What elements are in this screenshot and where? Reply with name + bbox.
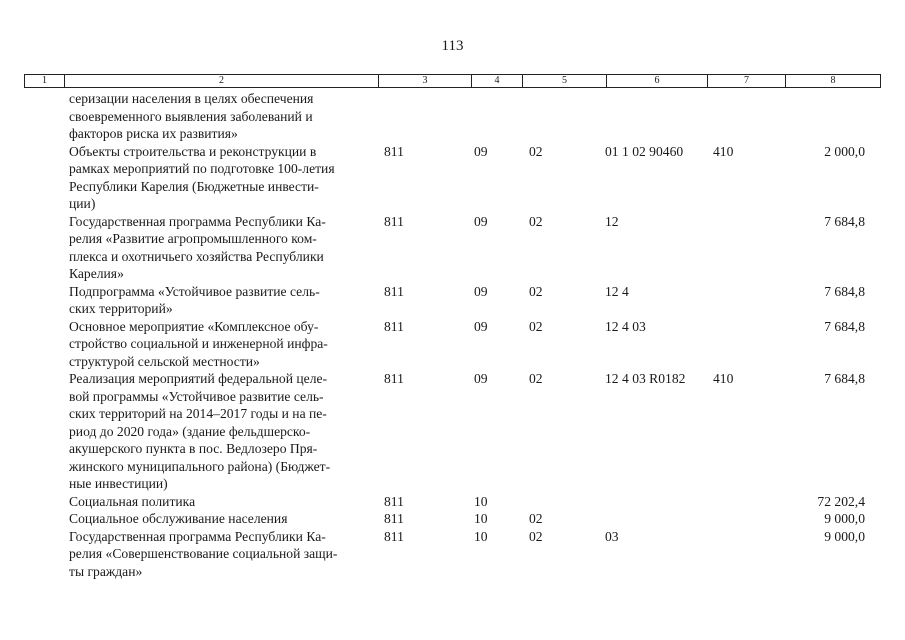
row-amount: 7 684,8	[824, 318, 865, 334]
row-section: 09	[474, 143, 488, 159]
row-amount: 7 684,8	[824, 213, 865, 229]
row-amount: 7 684,8	[824, 283, 865, 299]
row-target: 01 1 02 90460	[605, 143, 684, 159]
table-body	[0, 90, 905, 580]
row-target: 12	[605, 213, 619, 229]
row-name: Основное мероприятие «Комплексное обу- стройство социальной и инженерной инфра- структурой сельской местности»	[69, 318, 328, 369]
row-amount: 7 684,8	[824, 371, 865, 386]
row-subsection: 02	[529, 143, 543, 159]
table-row	[0, 90, 905, 143]
row-section: 10	[474, 511, 488, 526]
row-name: Объекты строительства и реконструкции в рамках мероприятий по подготовке 100-летия Республики Карелия (Бюджетные инвести- ции)	[69, 143, 335, 211]
row-name: Государственная программа Республики Ка- релия «Развитие агропромышленного ком- плекса и охотничьего хозяйства Республики Карелия»	[69, 213, 326, 281]
table-row	[0, 370, 905, 493]
row-name: Государственная программа Республики Ка- релия «Совершенствование социальной защи- ты граждан»	[69, 528, 338, 579]
header-col-3: 3	[379, 75, 472, 87]
table-row	[0, 528, 905, 581]
table-row	[0, 510, 905, 528]
row-target: 12 4 03	[605, 318, 646, 334]
header-col-1: 1	[25, 75, 65, 87]
table-header	[24, 74, 881, 88]
row-code: 811	[384, 318, 404, 334]
row-code: 811	[384, 213, 404, 229]
row-type: 410	[713, 143, 734, 159]
row-subsection: 02	[529, 318, 543, 334]
row-section: 10	[474, 493, 488, 509]
table-row	[0, 283, 905, 318]
row-code: 811	[384, 493, 404, 509]
row-code: 811	[384, 371, 404, 386]
row-subsection: 02	[529, 283, 543, 299]
row-amount: 9 000,0	[824, 511, 865, 526]
row-name: Социальная политика	[69, 493, 196, 509]
page-number: 113	[441, 38, 464, 54]
row-section: 09	[474, 213, 488, 229]
table-row	[0, 318, 905, 371]
header-col-6: 6	[607, 75, 708, 87]
row-code: 811	[384, 143, 404, 159]
row-code: 811	[384, 528, 404, 544]
header-col-2: 2	[65, 75, 379, 87]
header-col-8: 8	[830, 75, 836, 86]
row-name: Подпрограмма «Устойчивое развитие сель- ских территорий»	[69, 283, 320, 316]
table-row	[0, 213, 905, 283]
row-subsection: 02	[529, 371, 543, 386]
header-col-7: 7	[708, 75, 786, 87]
row-amount: 72 202,4	[817, 493, 865, 509]
row-target: 12 4 03 R0182	[605, 371, 686, 386]
table-row	[0, 143, 905, 213]
row-name: серизации населения в целях обеспечения своевременного выявления заболеваний и факторов риска их развития»	[69, 91, 314, 141]
row-code: 811	[384, 511, 404, 526]
row-section: 09	[474, 283, 488, 299]
row-target: 12 4	[605, 283, 629, 299]
row-section: 10	[474, 528, 488, 544]
row-subsection: 02	[529, 528, 543, 544]
row-type: 410	[713, 371, 734, 386]
table-row	[0, 493, 905, 511]
row-section: 09	[474, 371, 488, 386]
row-name: Социальное обслуживание населения	[69, 511, 288, 526]
row-amount: 2 000,0	[824, 143, 865, 159]
row-subsection: 02	[529, 511, 543, 526]
row-code: 811	[384, 283, 404, 299]
row-subsection: 02	[529, 213, 543, 229]
header-col-4: 4	[472, 75, 523, 87]
header-col-5: 5	[523, 75, 607, 87]
row-name: Реализация мероприятий федеральной целе- вой программы «Устойчивое развитие сель- ских территорий на 2014–2017 годы и на пе- риод до 2020 года» (здание фельдшерско- акушерского пункта в пос. Ведлозеро Пря- жинского муниципального района) (Бюджет- ные инвестиции)	[69, 371, 331, 491]
row-section: 09	[474, 318, 488, 334]
row-target: 03	[605, 528, 619, 544]
row-amount: 9 000,0	[824, 528, 865, 544]
